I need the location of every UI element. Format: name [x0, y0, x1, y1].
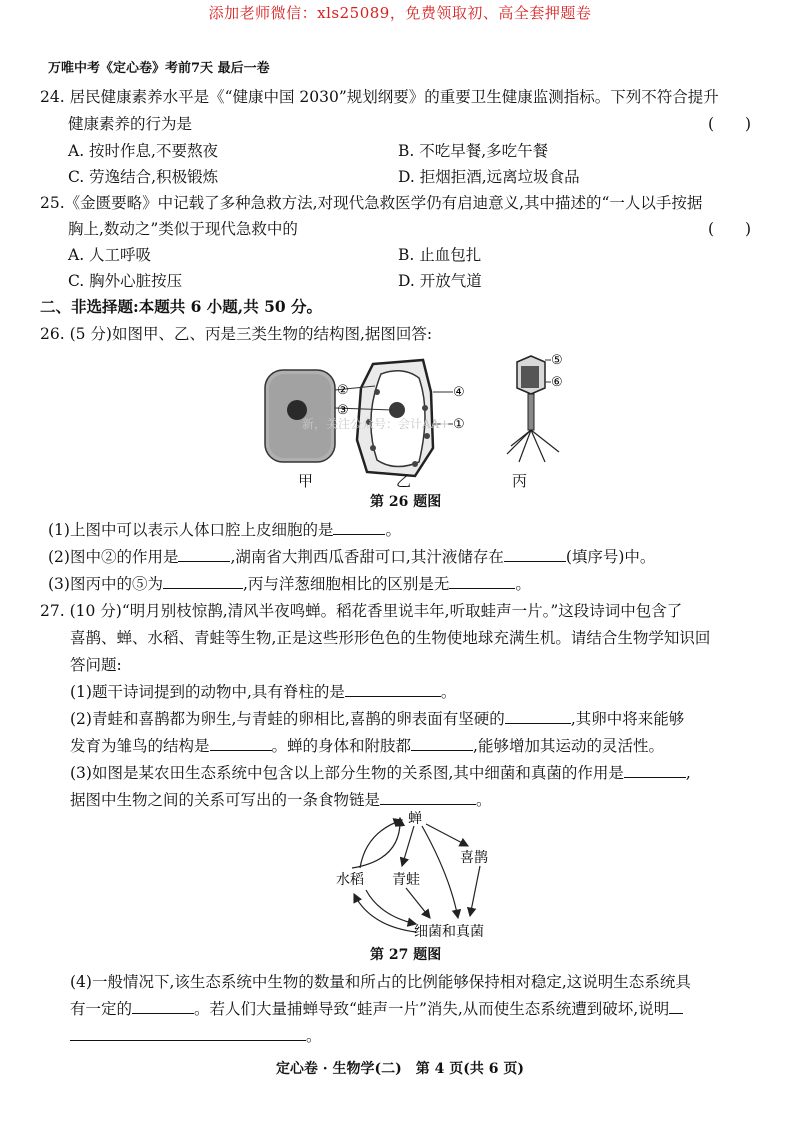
q24-option-d: D. 拒烟拒酒,远离垃圾食品 [398, 168, 580, 186]
q26-part3: (3)图丙中的⑤为 ,丙与洋葱细胞相比的区别是无 。 [48, 575, 531, 593]
promo-banner: 添加老师微信：xls25089，免费领取初、高全套押题卷 [208, 4, 592, 22]
series-header: 万唯中考《定心卷》考前7天 最后一卷 [48, 61, 270, 76]
watermark: 新，关注公众号：会计AA+ [302, 417, 450, 431]
q26-part2: (2)图中②的作用是 ,湖南省大荆西瓜香甜可口,其汁液储存在 (填序号)中。 [48, 548, 656, 566]
node-chan: 蝉 [408, 811, 422, 827]
q24-option-a: A. 按时作息,不要熬夜 [68, 142, 218, 160]
section-heading: 二、非选择题:本题共 6 小题,共 50 分。 [40, 297, 323, 316]
q27-part4-line3: 。 [70, 1026, 322, 1046]
q24-option-c: C. 劳逸结合,积极锻炼 [68, 168, 219, 186]
q27-stem-line3: 答问题: [70, 656, 122, 674]
cell-name-bing: 丙 [512, 472, 528, 490]
q26-stem: 26. (5 分)如图甲、乙、丙是三类生物的结构图,据图回答: [40, 325, 433, 343]
label-1: ① [453, 417, 465, 432]
q27-part4-line2: 有一定的 。若人们大量捕蝉导致“蛙声一片”消失,从而使生态系统遭到破坏,说明 [70, 999, 683, 1019]
q27-part4-line1: (4)一般情况下,该生态系统中生物的数量和所占的比例能够保持相对稳定,这说明生态系统具 [70, 973, 691, 991]
q27-part2-line2: 发育为雏鸟的结构是 。蝉的身体和附肢都 ,能够增加其运动的灵活性。 [70, 737, 664, 755]
q27-part3-line1: (3)如图是某农田生态系统中包含以上部分生物的关系图,其中细菌和真菌的作用是 , [70, 764, 691, 782]
q25-answer-paren: ( ) [708, 220, 752, 238]
q24-stem-line1: 24. 居民健康素养水平是《“健康中国 2030”规划纲要》的重要卫生健康监测指标。下列不符合提升 [40, 88, 719, 106]
q26-part1: (1)上图中可以表示人体口腔上皮细胞的是 。 [48, 521, 401, 539]
q27-stem-line1: 27. (10 分)“明月别枝惊鹊,清风半夜鸣蝉。稻花香里说丰年,听取蛙声一片。”这段诗词中包含了 [40, 602, 683, 620]
q24-answer-paren: ( ) [708, 115, 752, 133]
q27-part3-line2: 据图中生物之间的关系可写出的一条食物链是 。 [70, 791, 492, 809]
node-xique: 喜鹊 [460, 850, 488, 866]
node-decomposer: 细菌和真菌 [414, 924, 484, 940]
q27-part1: (1)题干诗词提到的动物中,具有脊柱的是 。 [70, 683, 457, 701]
q25-stem-line1: 25.《金匮要略》中记载了多种急救方法,对现代急救医学仍有启迪意义,其中描述的“一人以手按据 [40, 194, 703, 212]
page-footer: 定心卷 · 生物学(二) 第 4 页(共 6 页) [275, 1061, 525, 1077]
bacteriophage-diagram [507, 356, 559, 462]
label-3: ③ [337, 403, 349, 418]
cell-name-yi: 乙 [396, 472, 412, 490]
node-qingwa: 青蛙 [392, 872, 420, 888]
q24-option-b: B. 不吃早餐,多吃午餐 [398, 142, 549, 160]
q26-figure-caption: 第 26 题图 [370, 494, 442, 510]
cell-name-jia: 甲 [298, 472, 314, 490]
q25-option-b: B. 止血包扎 [398, 246, 482, 264]
q27-figure-caption: 第 27 题图 [370, 947, 442, 963]
node-shuidao: 水稻 [336, 872, 364, 888]
label-5: ⑤ [551, 353, 563, 368]
q25-stem-line2: 胸上,数动之”类似于现代急救中的 [68, 220, 298, 238]
q27-stem-line2: 喜鹊、蝉、水稻、青蛙等生物,正是这些形形色色的生物使地球充满生机。请结合生物学知识回 [70, 629, 711, 647]
label-6: ⑥ [551, 375, 563, 390]
q27-part2-line1: (2)青蛙和喜鹊都为卵生,与青蛙的卵相比,喜鹊的卵表面有坚硬的 ,其卵中将来能够 [70, 710, 685, 728]
q25-option-d: D. 开放气道 [398, 272, 482, 290]
q24-stem-line2: 健康素养的行为是 [68, 115, 193, 133]
q25-option-a: A. 人工呼吸 [68, 246, 152, 264]
label-2: ② [337, 383, 349, 398]
food-web-diagram [330, 806, 510, 946]
q25-option-c: C. 胸外心脏按压 [68, 272, 183, 290]
label-4: ④ [453, 385, 465, 400]
